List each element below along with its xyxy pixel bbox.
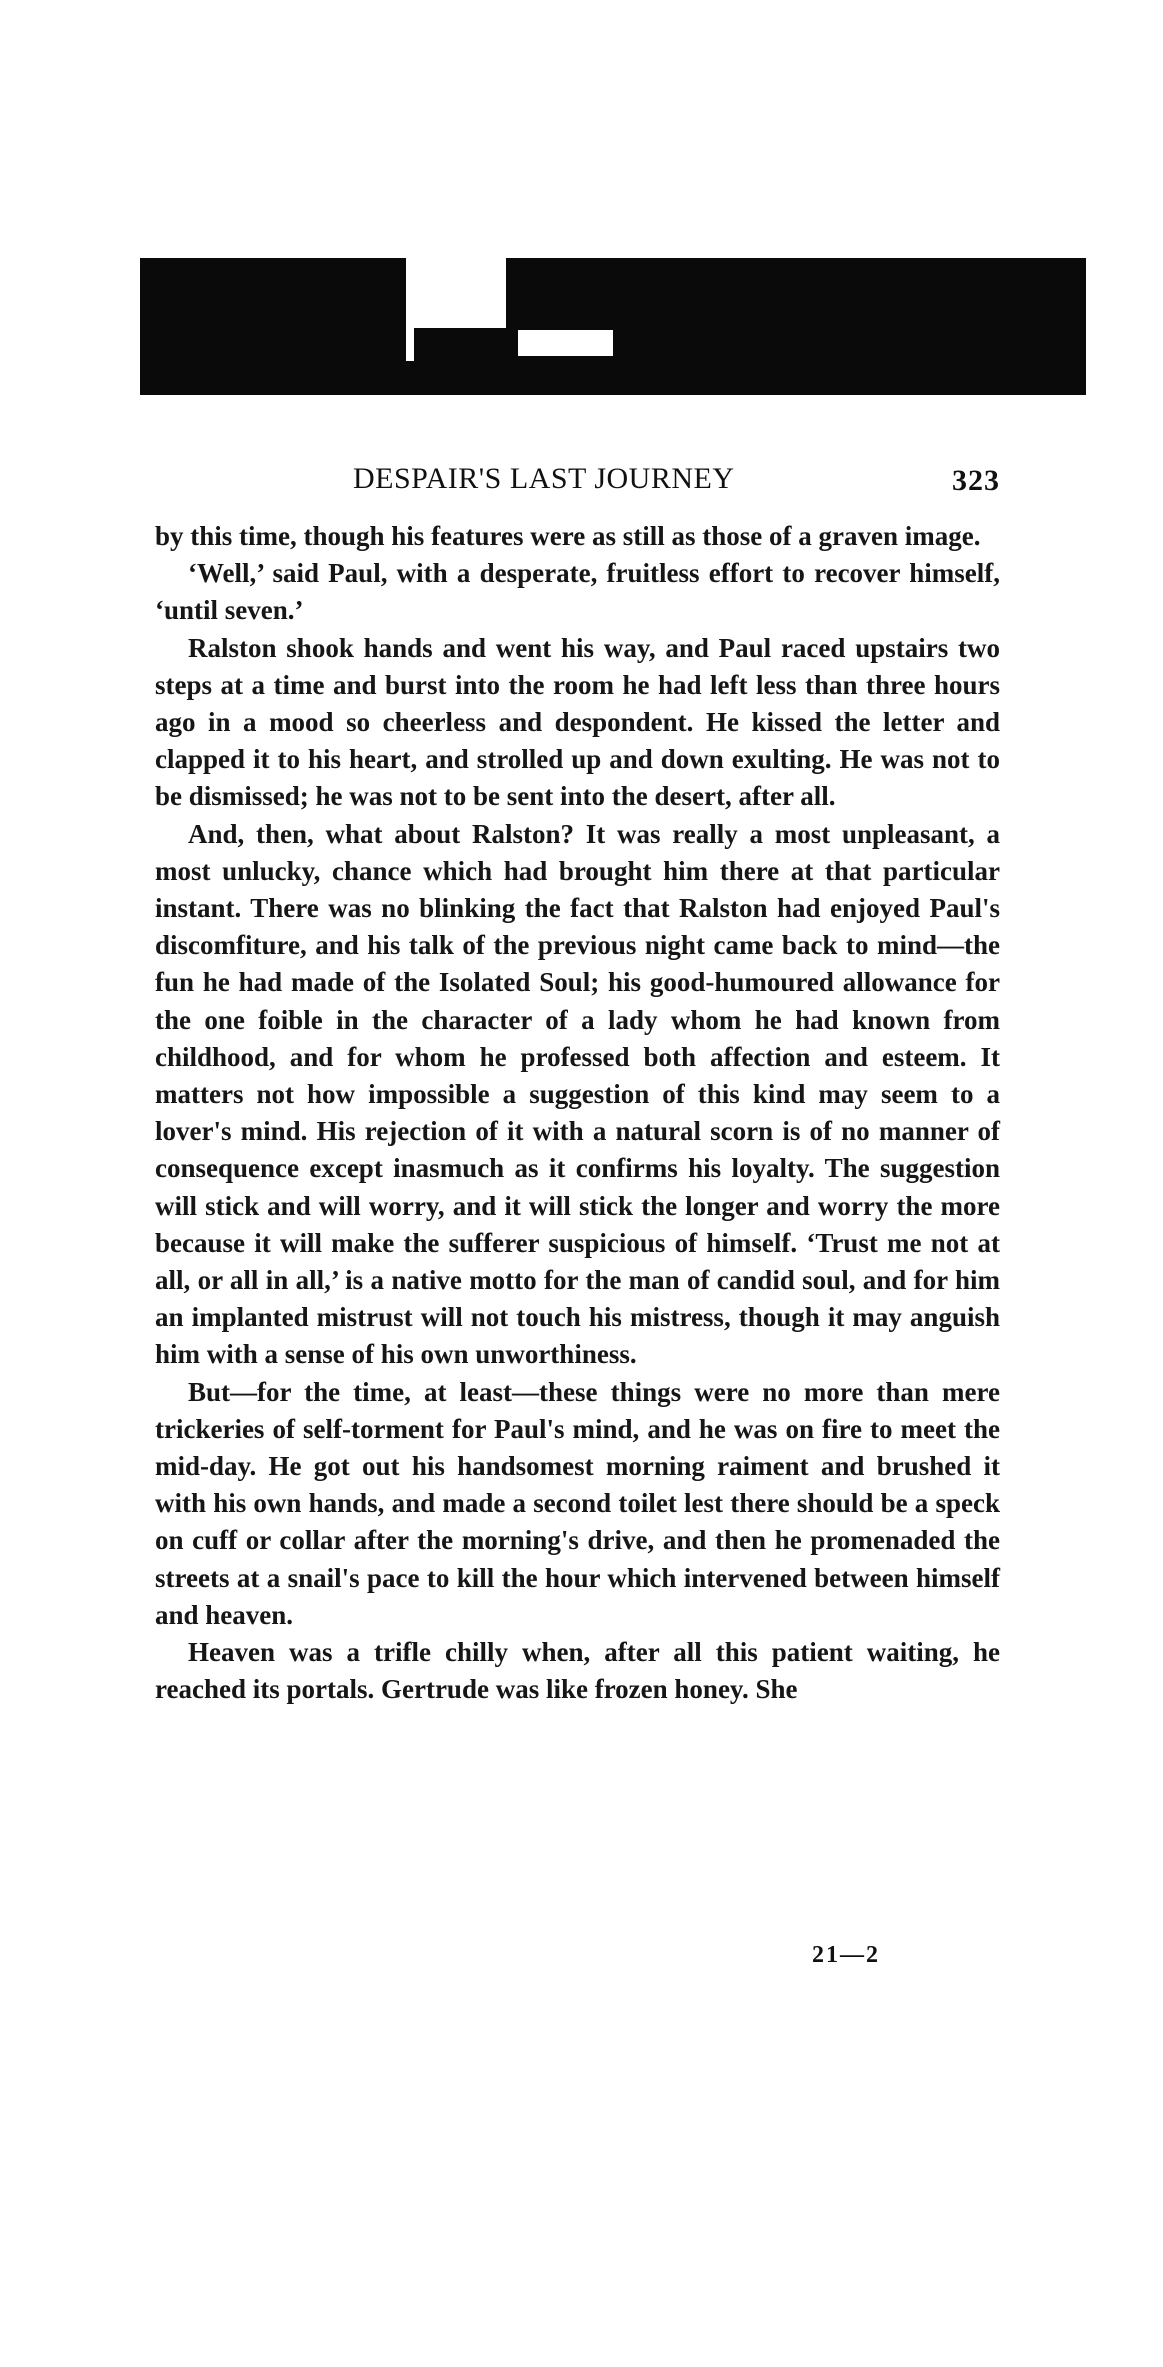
- scan-artifact-notch: [406, 258, 506, 361]
- scan-artifact-notch-shadow: [414, 328, 514, 361]
- scan-artifact-speck: [424, 272, 427, 282]
- running-head: [155, 462, 1000, 502]
- paragraph: But—for the time, at least—these things were no more than mere trickeries of self-torment for Paul's mind, and he was on fire to meet the mid-day. He got out his handsomest morning raiment and brushed it with his own hands, and made a second toilet lest there should be a speck on cuff or collar after the morning's drive, and then he promenaded the streets at a snail's pace to kill the hour which intervened between himself and heaven.: [155, 1376, 1000, 1630]
- running-title: DESPAIR'S LAST JOURNEY: [353, 462, 735, 495]
- paragraph: Ralston shook hands and went his way, and Paul raced upstairs two steps at a time and burst into the room he had left less than three hours ago in a mood so cheerless and despondent. He kissed the letter and clapped it to his heart, and strolled up and down exulting. He was not to be dismissed; he was not to be sent into the desert, after all.: [155, 632, 1000, 812]
- signature-mark: 21—2: [812, 1942, 880, 1968]
- scan-artifact-paper-slip: [518, 330, 613, 356]
- page-number: 323: [952, 464, 1000, 497]
- paragraph: And, then, what about Ralston? It was really a most unpleasant, a most unlucky, chance which had brought him there at that particular instant. There was no blinking the fact that Ralston had enjoyed Paul's discomfiture, and his talk of the previous night came back to mind—the fun he had made of the Isolated Soul; his good-humoured allowance for the one foible in the character of a lady whom he had known from childhood, and for whom he professed both affection and esteem. It matters not how impossible a suggestion of this kind may seem to a lover's mind. His rejection of it with a natural scorn is of no manner of consequence except inasmuch as it confirms his loyalty. The suggestion will stick and will worry, and it will stick the longer and worry the more because it will make the sufferer suspicious of himself. ‘Trust me not at all, or all in all,’ is a native motto for the man of candid soul, and for him an implanted mistrust will not touch his mistress, though it may anguish him with a sense of his own unworthiness.: [155, 818, 1000, 1370]
- body-text: [155, 518, 1000, 1709]
- paragraph: ‘Well,’ said Paul, with a desperate, fruitless effort to recover himself, ‘until seven.’: [155, 558, 1000, 626]
- scan-artifact-speck: [442, 282, 444, 286]
- paragraph: Heaven was a trifle chilly when, after all this patient waiting, he reached its portals. Gertrude was like frozen honey. She: [155, 1637, 1000, 1705]
- scan-artifact-bar: [140, 258, 1086, 395]
- paragraph: by this time, though his features were as still as those of a graven image.: [155, 521, 981, 551]
